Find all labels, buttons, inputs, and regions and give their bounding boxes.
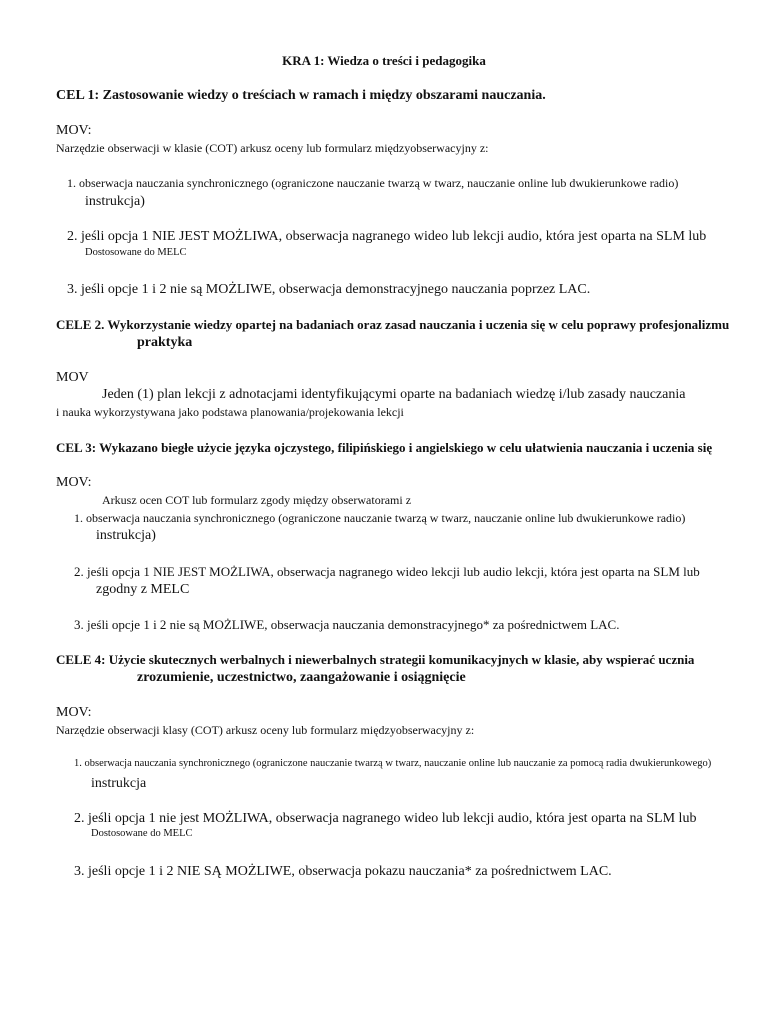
cele-2-heading-cont: praktyka <box>137 335 193 350</box>
cele-2-mov-line-2: i nauka wykorzystywana jako podstawa planowania/projekowania lekcji <box>56 405 404 419</box>
cel-1-item-1-cont: instrukcja) <box>85 194 145 209</box>
cele-4-item-2: 2. jeśli opcja 1 nie jest MOŻLIWA, obserwacja nagranego wideo lub lekcji audio, która jest oparta na SLM lub <box>74 811 697 826</box>
cel-1-item-2-cont: Dostosowane do MELC <box>85 247 187 258</box>
cele-4-item-2-cont: Dostosowane do MELC <box>91 828 193 839</box>
cele-4-item-1-cont: instrukcja <box>91 776 147 791</box>
cele-4-item-3: 3. jeśli opcje 1 i 2 NIE SĄ MOŻLIWE, obserwacja pokazu nauczania* za pośrednictwem LAC. <box>74 864 612 879</box>
cel-3-item-2: 2. jeśli opcja 1 NIE JEST MOŻLIWA, obserwacja nagranego wideo lekcji lub audio lekcji, która jest oparta na SLM lub <box>74 564 700 579</box>
cele-2-mov-label: MOV <box>56 370 89 385</box>
cele-4-mov-intro: Narzędzie obserwacji klasy (COT) arkusz oceny lub formularz międzyobserwacyjny z: <box>56 723 475 737</box>
cel-3-mov-intro: Arkusz ocen COT lub formularz zgody między obserwatorami z <box>102 493 412 507</box>
cel-1-heading: CEL 1: Zastosowanie wiedzy o treściach w ramach i między obszarami nauczania. <box>56 88 546 103</box>
cel-1-mov-intro: Narzędzie obserwacji w klasie (COT) arkusz oceny lub formularz międzyobserwacyjny z: <box>56 141 489 155</box>
cel-3-item-1-cont: instrukcja) <box>96 528 156 543</box>
document-title: KRA 1: Wiedza o treści i pedagogika <box>282 53 486 68</box>
cel-1-item-2: 2. jeśli opcja 1 NIE JEST MOŻLIWA, obserwacja nagranego wideo lub lekcji audio, która jest oparta na SLM lub <box>67 229 707 244</box>
cel-3-item-1: 1. obserwacja nauczania synchronicznego (ograniczone nauczanie twarzą w twarz, nauczanie online lub dwukierunkowe radio) <box>74 511 686 525</box>
cele-4-mov-label: MOV: <box>56 705 92 720</box>
cel-3-heading: CEL 3: Wykazano biegłe użycie języka ojczystego, filipińskiego i angielskiego w celu ułatwienia nauczania i uczenia się <box>56 440 713 455</box>
cele-4-item-1: 1. obserwacja nauczania synchronicznego (ograniczone nauczanie twarzą w twarz, nauczanie online lub nauczanie za pomocą radia dwukierunkowego) <box>74 758 712 769</box>
cele-2-mov-line-1: Jeden (1) plan lekcji z adnotacjami identyfikującymi oparte na badaniach wiedzę i/lub zasady nauczania <box>102 387 686 402</box>
cel-3-item-2-cont: zgodny z MELC <box>96 582 190 597</box>
cel-3-mov-label: MOV: <box>56 475 92 490</box>
cele-2-heading: CELE 2. Wykorzystanie wiedzy opartej na badaniach oraz zasad nauczania i uczenia się w celu poprawy profesjonalizmu <box>56 317 730 332</box>
cel-1-item-1: 1. obserwacja nauczania synchronicznego (ograniczone nauczanie twarzą w twarz, nauczanie online lub dwukierunkowe radio) <box>67 176 679 190</box>
cele-4-heading-cont: zrozumienie, uczestnictwo, zaangażowanie i osiągnięcie <box>137 670 466 685</box>
cel-3-item-3: 3. jeśli opcje 1 i 2 nie są MOŻLIWE, obserwacja nauczania demonstracyjnego* za pośrednictwem LAC. <box>74 617 620 632</box>
cel-1-mov-label: MOV: <box>56 123 92 138</box>
cel-1-item-3: 3. jeśli opcje 1 i 2 nie są MOŻLIWE, obserwacja demonstracyjnego nauczania poprzez LAC. <box>67 282 591 297</box>
cele-4-heading: CELE 4: Użycie skutecznych werbalnych i niewerbalnych strategii komunikacyjnych w klasie, aby wspierać ucznia <box>56 652 695 667</box>
